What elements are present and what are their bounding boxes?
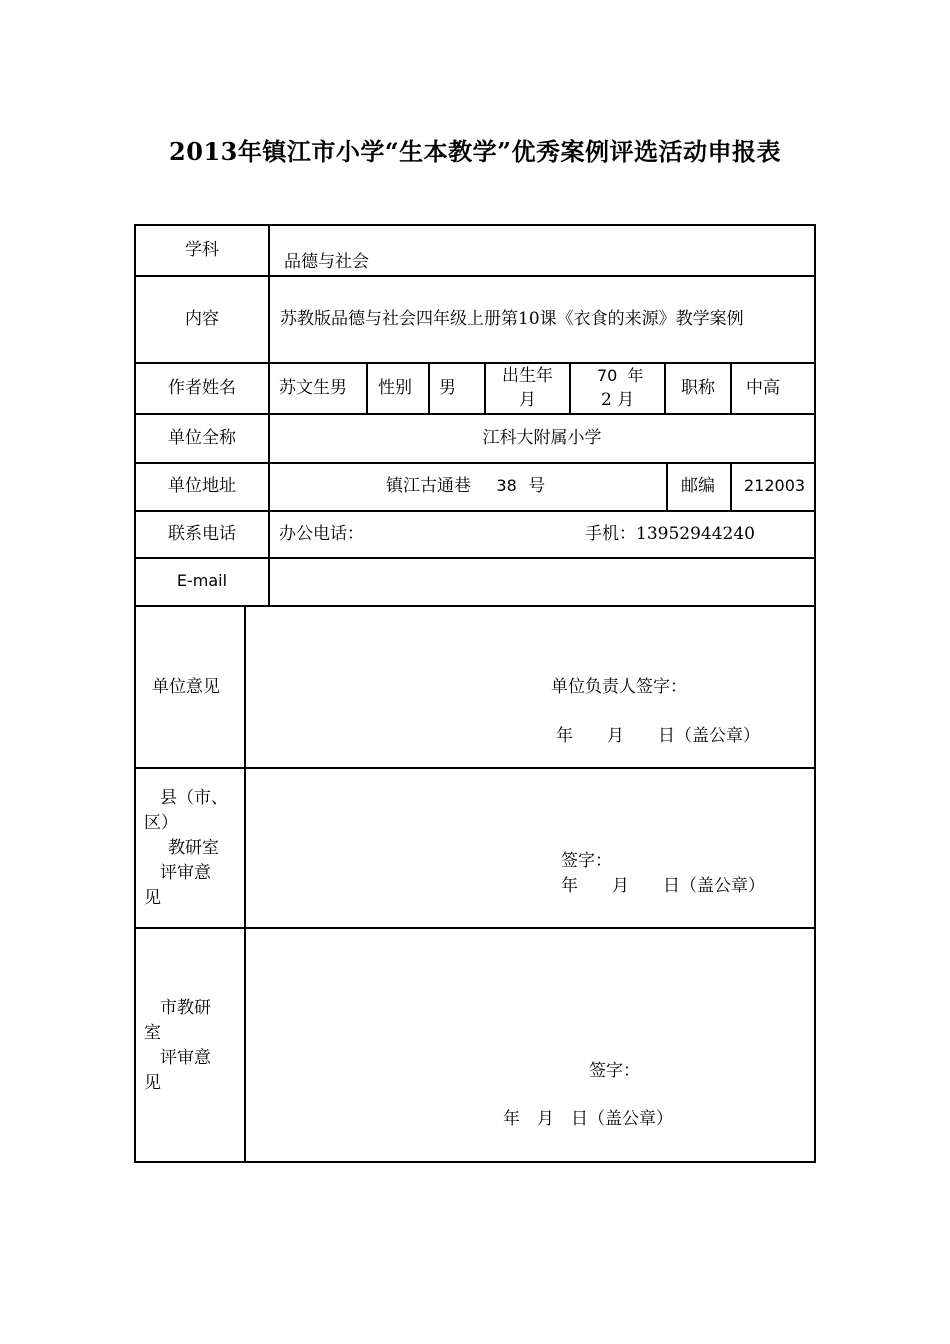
county-opinion-label [144, 786, 240, 911]
unit-field[interactable]: 江科大附属小学 [482, 428, 602, 448]
table-border [666, 462, 668, 511]
city-label-line1: 市教研 [160, 998, 211, 1018]
author-label: 作者姓名 [168, 378, 236, 398]
unit-label: 单位全称 [168, 428, 236, 448]
email-label: E-mail [176, 571, 228, 590]
city-opinion-label [144, 996, 240, 1096]
birth-year: 70 年 [597, 366, 644, 385]
table-border [244, 605, 246, 1163]
city-label-line3: 评审意 [160, 1048, 211, 1068]
table-border [730, 362, 732, 414]
postcode-field[interactable]: 212003 [744, 476, 806, 495]
table-border [134, 557, 816, 559]
table-border [134, 362, 816, 364]
address-suffix: 号 [528, 476, 546, 496]
table-border [134, 224, 816, 226]
table-border [664, 362, 666, 414]
table-border [134, 927, 816, 929]
city-date-field[interactable]: 年 月 日（盖公章） [503, 1109, 673, 1129]
table-border [428, 362, 430, 414]
unit-signature-field[interactable]: 单位负责人签字： [551, 677, 687, 697]
content-field[interactable]: 苏教版品德与社会四年级上册第10课《衣食的来源》教学案例 [280, 309, 744, 329]
address-number: 38 [496, 476, 517, 495]
office-phone-field[interactable]: 办公电话： [279, 524, 364, 544]
page-title: 2013年镇江市小学“生本教学”优秀案例评选活动申报表 [169, 137, 781, 166]
county-label-line1: 县（市、 [160, 788, 228, 808]
table-border [134, 1161, 816, 1163]
gender-label: 性别 [378, 378, 412, 398]
gender-field[interactable]: 男 [439, 378, 456, 398]
county-label-line2: 区） [144, 813, 178, 833]
county-date-field[interactable]: 年 月 日（盖公章） [561, 876, 765, 896]
unit-date-field[interactable]: 年 月 日（盖公章） [556, 726, 760, 746]
address-street: 镇江古通巷 [386, 476, 471, 496]
birth-label [486, 364, 569, 412]
birth-label-line2: 月 [519, 390, 536, 410]
table-border [134, 605, 816, 607]
county-label-line5: 见 [144, 888, 161, 908]
table-border [730, 462, 732, 511]
city-label-line4: 见 [144, 1073, 161, 1093]
county-signature-field[interactable]: 签字： [561, 851, 612, 871]
title-field[interactable]: 中高 [746, 378, 780, 398]
birth-field[interactable] [597, 364, 644, 412]
phone-label: 联系电话 [168, 524, 236, 544]
subject-label: 学科 [185, 240, 219, 260]
postcode-label: 邮编 [681, 476, 715, 496]
county-label-line3: 教研室 [168, 838, 219, 858]
table-border [134, 413, 816, 415]
table-border [268, 224, 270, 607]
table-border [366, 362, 368, 414]
birth-month: 2 月 [601, 390, 635, 410]
unit-opinion-label: 单位意见 [152, 677, 220, 697]
birth-label-line1: 出生年 [502, 366, 553, 386]
mobile-phone-field[interactable]: 手机：13952944240 [585, 524, 755, 544]
table-border [134, 767, 816, 769]
city-signature-field[interactable]: 签字： [589, 1061, 640, 1081]
title-label: 职称 [681, 378, 715, 398]
content-label: 内容 [185, 309, 219, 329]
table-border [814, 224, 816, 1163]
county-label-line4: 评审意 [160, 863, 211, 883]
table-border [134, 275, 816, 277]
address-label: 单位地址 [168, 476, 236, 496]
table-border [134, 462, 816, 464]
address-field[interactable] [386, 474, 545, 498]
table-border [134, 510, 816, 512]
table-border [569, 362, 571, 414]
table-border [134, 224, 136, 1163]
city-label-line2: 室 [144, 1023, 161, 1043]
subject-field[interactable]: 品德与社会 [284, 252, 369, 272]
author-field[interactable]: 苏文生男 [279, 378, 347, 398]
